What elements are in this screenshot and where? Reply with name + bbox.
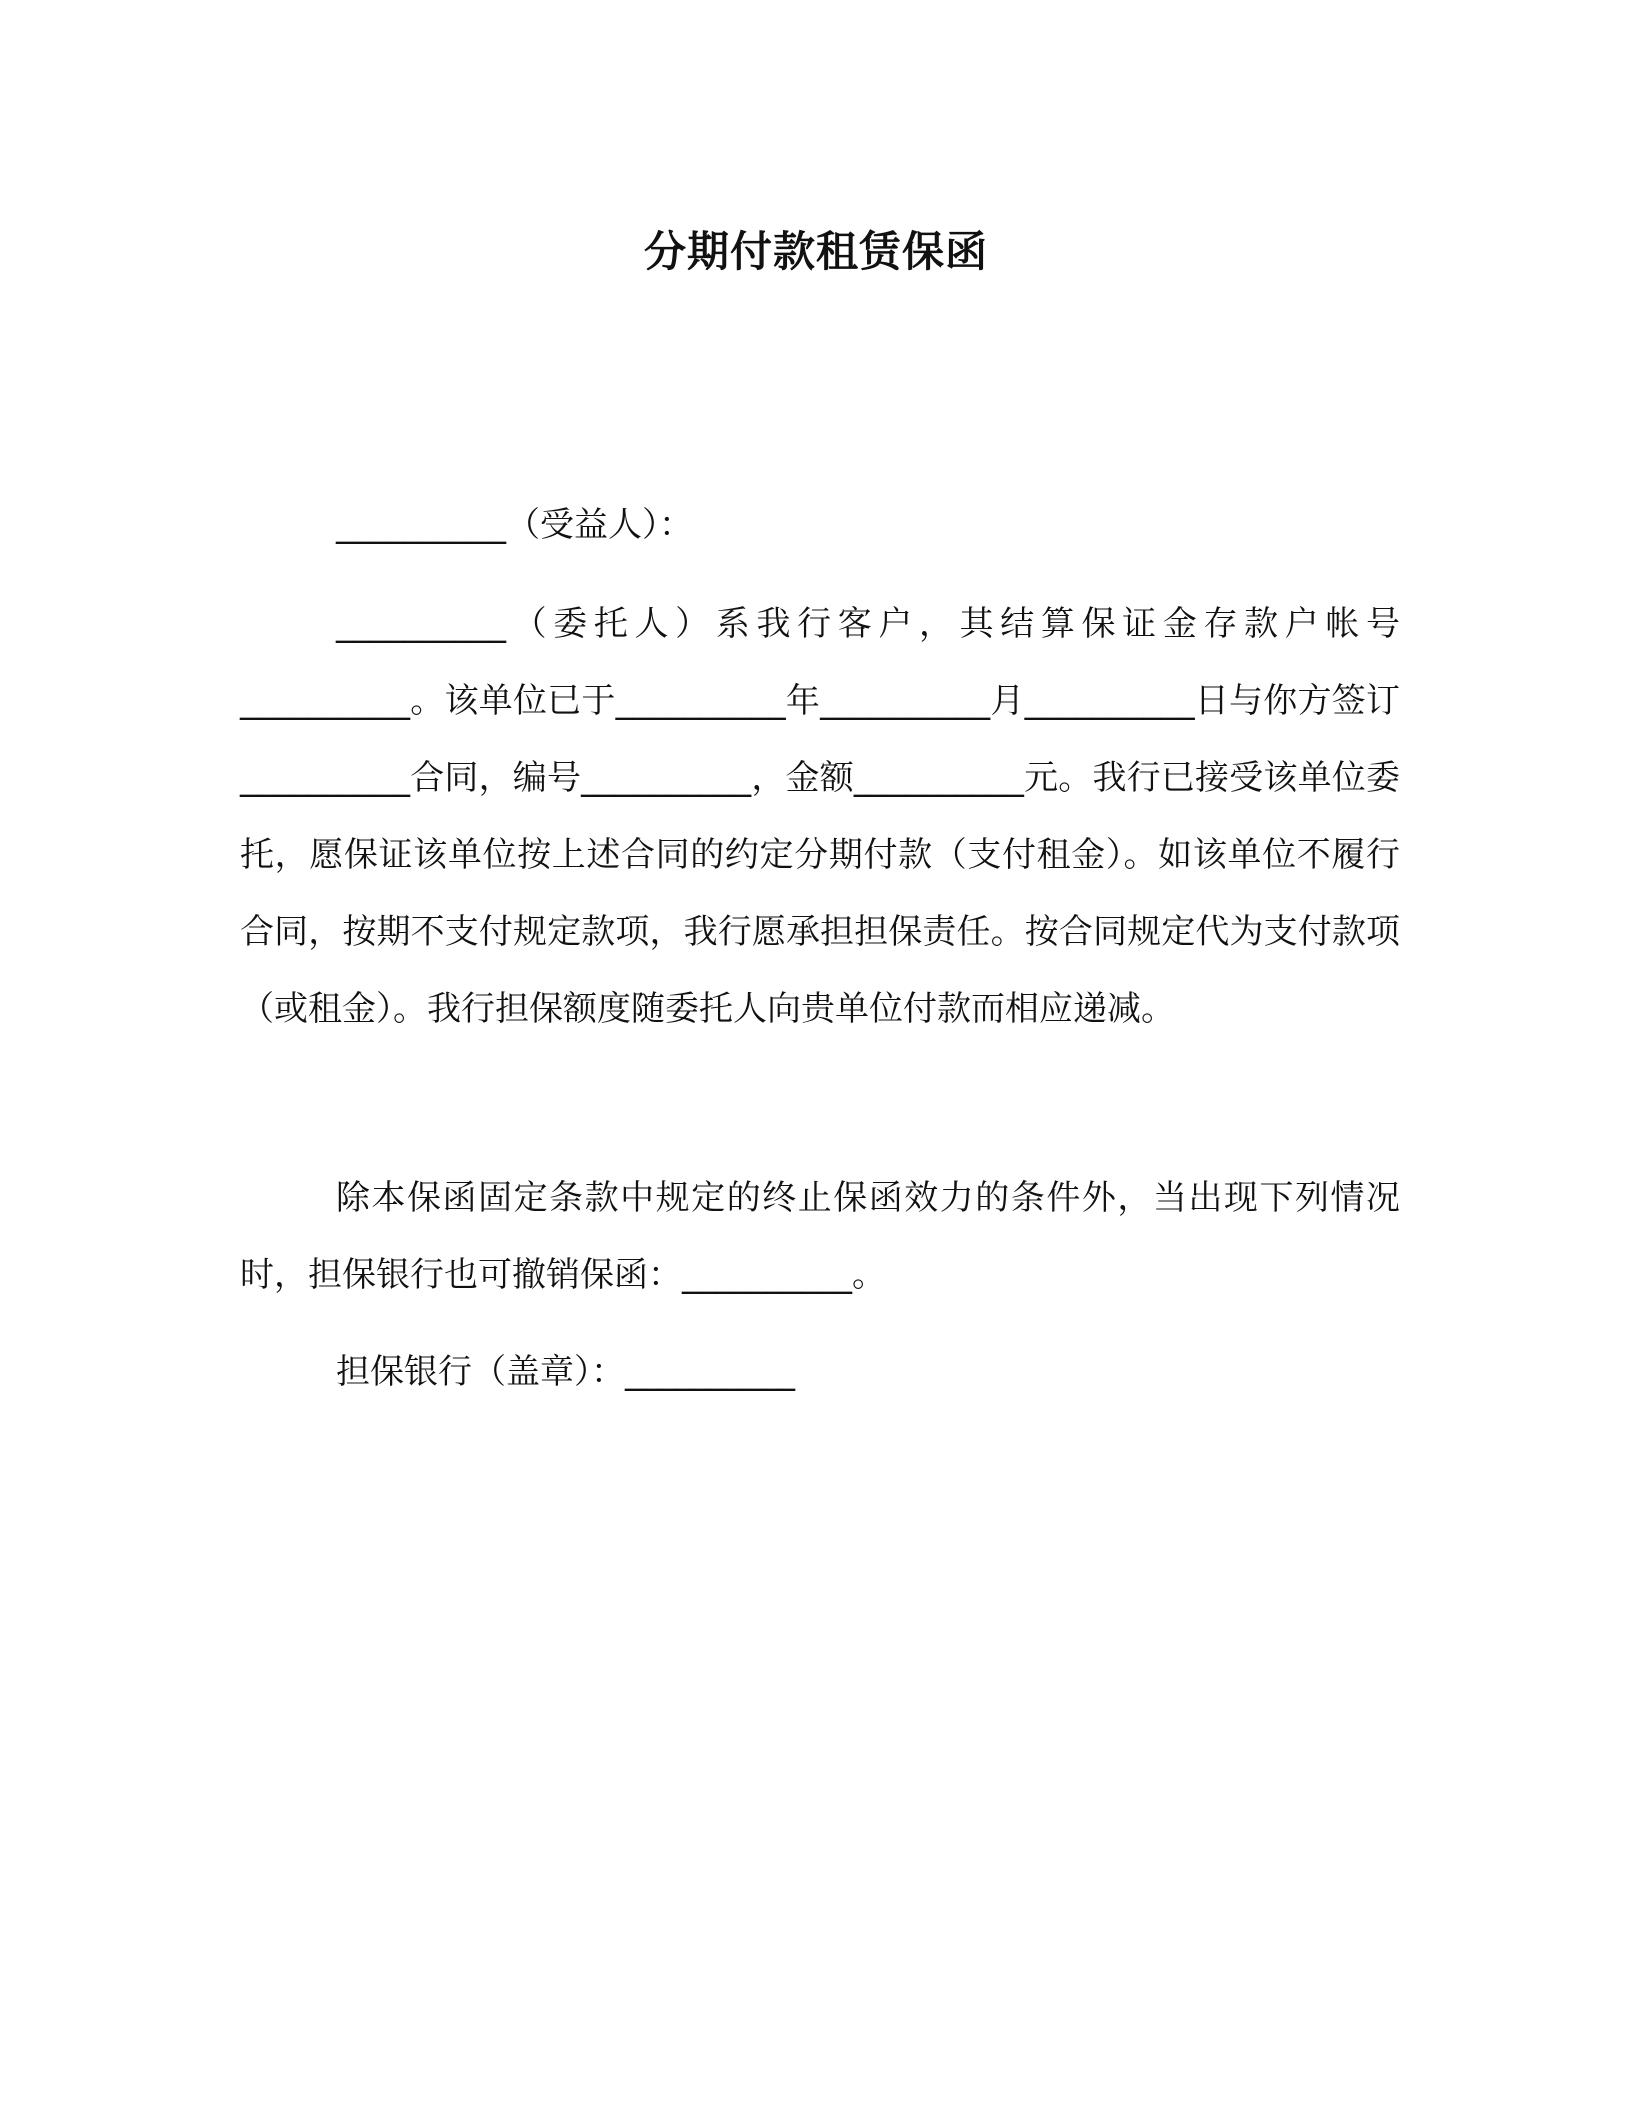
salutation-line: __________（受益人）： [336, 505, 693, 545]
guarantee-paragraph: __________（委托人）系我行客户，其结算保证金存款户帐号__________。该单位已于__________年__________月__________日与你方签订__________合同，编号__________，金额__________元。我行已接受该单位委托，愿保证该单位按上述合同的约定分期付款（支付租金）。如该单位不履行合同，按期不支付规定款项，我行愿承担担保责任。按合同规定代为支付款项（或租金）。我行担保额度随委托人向贵单位付款而相应递减。 [240, 604, 1400, 1029]
bank-signature-line: 担保银行（盖章）：__________ [336, 1352, 795, 1392]
revocation-paragraph: 除本保函固定条款中规定的终止保函效力的条件外，当出现下列情况时，担保银行也可撤销保函：__________。 [240, 1178, 1400, 1295]
document-title: 分期付款租赁保函 [643, 227, 988, 276]
